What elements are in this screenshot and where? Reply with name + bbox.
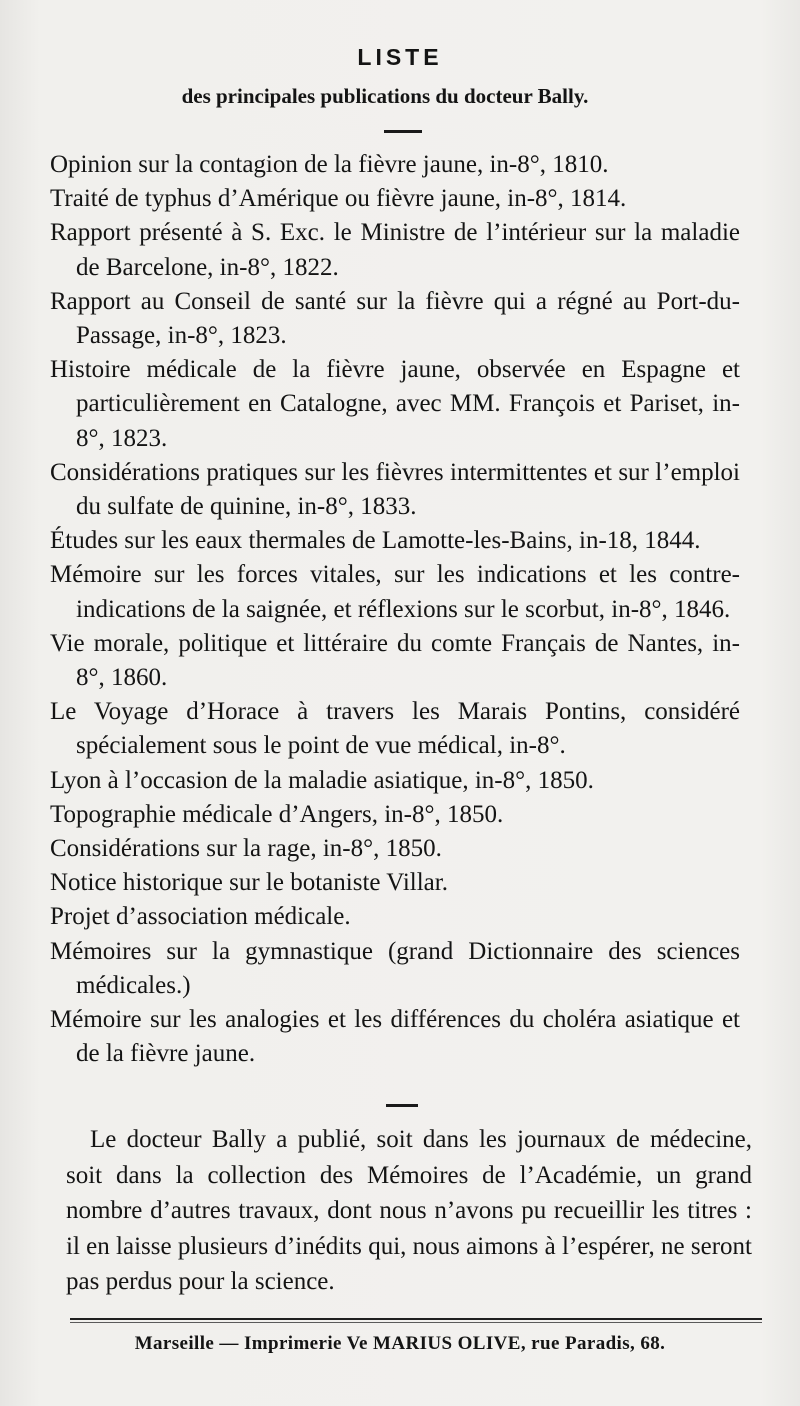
publication-item: Considérations sur la rage, in-8°, 1850. bbox=[50, 835, 442, 863]
closing-paragraph: Le docteur Bally a publié, soit dans les journaux de médecine, soit dans la collection des Mémoires de l’Académie, un grand nombre d’autres travaux, dont nous n’avons pu recueillir les titres : il en laisse plusieurs d’inédits qui, nous aimons à l’espérer, ne seront pas perdus pour la science. bbox=[66, 1126, 752, 1295]
footer-rule-thin bbox=[70, 1322, 762, 1323]
publication-item: Rapport présenté à S. Exc. le Ministre de l’intérieur sur la maladie de Barcelone, in-8°, 1822. bbox=[50, 219, 740, 281]
publication-item: Lyon à l’occasion de la maladie asiatique, in-8°, 1850. bbox=[50, 766, 594, 794]
publication-item: Topographie médicale d’Angers, in-8°, 1850. bbox=[50, 800, 504, 828]
publication-item: Rapport au Conseil de santé sur la fièvre qui a régné au Port-du-Passage, in-8°, 1823. bbox=[50, 287, 740, 350]
publication-list bbox=[50, 148, 740, 1071]
title-divider bbox=[384, 130, 422, 133]
publication-item: Opinion sur la contagion de la fièvre jaune, in-8°, 1810. bbox=[50, 151, 609, 178]
footer-rule bbox=[70, 1318, 762, 1320]
publication-item: Projet d’association médicale. bbox=[50, 903, 351, 931]
publication-item: Notice historique sur le botaniste Villar. bbox=[50, 869, 448, 897]
publication-item: Vie morale, politique et littéraire du comte Français de Nantes, in-8°, 1860. bbox=[50, 629, 740, 692]
publication-item: Mémoire sur les analogies et les différences du choléra asiatique et de la fièvre jaune. bbox=[50, 1006, 740, 1068]
publication-item: Considérations pratiques sur les fièvres intermittentes et sur l’emploi du sulfate de quinine, in-8°, 1833. bbox=[50, 458, 740, 521]
publication-item: Mémoire sur les forces vitales, sur les indications et les contre-indications de la saignée, et réflexions sur le scorbut, in-8°, 1846. bbox=[50, 561, 740, 623]
publication-item: Traité de typhus d’Amérique ou fièvre jaune, in-8°, 1814. bbox=[50, 185, 627, 213]
publication-item: Mémoires sur la gymnastique (grand Dictionnaire des sciences médicales.) bbox=[50, 937, 740, 999]
publication-item: Histoire médicale de la fièvre jaune, observée en Espagne et particulièrement en Catalogne, avec MM. François et Pariset, in-8°, 1823. bbox=[50, 356, 740, 452]
section-divider bbox=[386, 1104, 418, 1107]
page-title: LISTE bbox=[357, 44, 443, 70]
publication-item: Le Voyage d’Horace à travers les Marais Pontins, considéré spécialement sous le point de vue médical, in-8°. bbox=[50, 698, 740, 760]
page-subtitle: des principales publications du docteur Bally. bbox=[181, 84, 589, 108]
publication-item: Études sur les eaux thermales de Lamotte-les-Bains, in-18, 1844. bbox=[50, 527, 701, 555]
printer-imprint: Marseille — Imprimerie Ve MARIUS OLIVE, rue Paradis, 68. bbox=[134, 1333, 666, 1354]
